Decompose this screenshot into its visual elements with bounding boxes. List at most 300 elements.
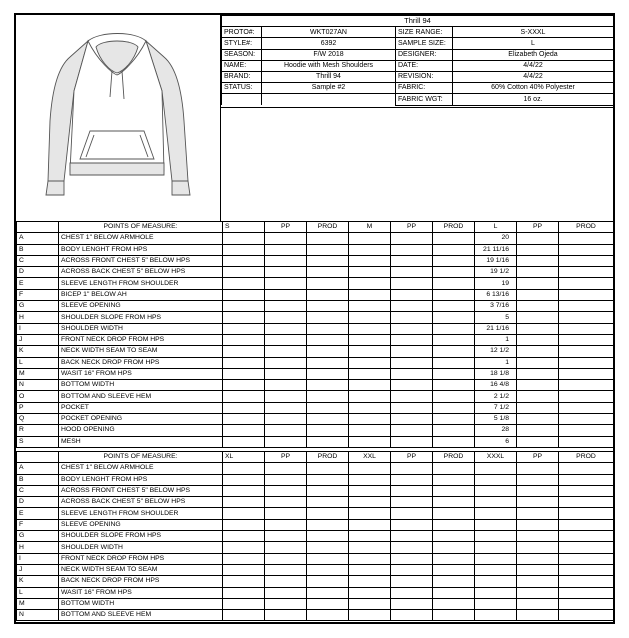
measurement-cell [349,414,391,425]
measurement-cell [349,576,391,587]
measurement-cell [517,414,559,425]
measurement-cell [223,542,265,553]
measurement-cell [391,233,433,244]
measurement-cell [307,474,349,485]
measurement-cell [517,323,559,334]
point-code: D [17,497,59,508]
measurement-cell [517,380,559,391]
measurement-cell [391,598,433,609]
measurement-cell [433,474,475,485]
measurement-cell [223,244,265,255]
measurement-cell [559,312,614,323]
column-header [17,452,59,463]
measurement-value: 20 [475,233,517,244]
measurement-cell [517,542,559,553]
measurement-cell [433,485,475,496]
measurement-cell [559,610,614,621]
measurement-cell [223,301,265,312]
measurement-cell [307,402,349,413]
point-code: B [17,244,59,255]
measurement-cell [265,323,307,334]
point-code: L [17,357,59,368]
point-code: D [17,267,59,278]
measurement-cell [307,301,349,312]
point-description: SLEEVE OPENING [59,301,223,312]
table-row [17,289,614,300]
column-header: PROD [433,222,475,233]
point-description: BOTTOM WIDTH [59,380,223,391]
measurement-cell [433,542,475,553]
column-header: PP [265,222,307,233]
table-header-row [17,222,614,233]
point-code: A [17,463,59,474]
measurement-cell [307,334,349,345]
measurement-cell [265,542,307,553]
measurement-cell [349,368,391,379]
measurement-cell [433,255,475,266]
point-description: SHOULDER SLOPE FROM HPS [59,531,223,542]
point-code: J [17,564,59,575]
measurement-cell [517,312,559,323]
measurement-cell [349,436,391,447]
measurement-cell [517,391,559,402]
point-code: B [17,474,59,485]
table-row [17,531,614,542]
point-description: SHOULDER WIDTH [59,542,223,553]
measurement-cell [223,255,265,266]
measurement-cell [517,357,559,368]
table-row [17,357,614,368]
measurement-cell [307,576,349,587]
table-row [17,485,614,496]
measurement-cell [391,508,433,519]
measurement-cell [559,474,614,485]
measurement-cell [559,368,614,379]
measurement-cell [517,474,559,485]
measurement-cell [265,402,307,413]
measurement-cell [307,463,349,474]
measurement-cell [349,425,391,436]
measurement-cell [223,508,265,519]
measurement-value: 5 1/8 [475,414,517,425]
measurement-cell [391,346,433,357]
measurement-table-small-sizes [16,221,614,448]
measurement-cell [223,474,265,485]
measurement-cell [433,267,475,278]
measurement-cell [559,391,614,402]
point-code: O [17,391,59,402]
measurement-cell [223,368,265,379]
table-row [17,508,614,519]
measurement-cell [223,414,265,425]
point-description: WASIT 16" FROM HPS [59,368,223,379]
measurement-cell [433,278,475,289]
measurement-cell [265,289,307,300]
measurement-cell [433,289,475,300]
point-code: S [17,436,59,447]
measurement-cell [223,346,265,357]
measurement-cell [223,598,265,609]
spec-header-table [221,15,614,106]
measurement-cell [307,564,349,575]
point-description: SHOULDER WIDTH [59,323,223,334]
point-description: ACROSS FRONT CHEST 5" BELOW HPS [59,485,223,496]
measurement-cell [223,289,265,300]
measurement-cell [391,425,433,436]
measurement-cell [559,301,614,312]
measurement-cell [265,380,307,391]
measurement-cell [433,425,475,436]
measurement-cell [433,497,475,508]
measurement-cell [307,267,349,278]
measurement-cell [265,610,307,621]
measurement-cell [349,508,391,519]
header-row: NAME: Hoodie with Mesh Shoulders DATE: 4/4/22 [222,60,614,71]
measurement-cell [307,346,349,357]
measurement-cell [265,267,307,278]
measurement-cell [475,531,517,542]
measurement-cell [517,463,559,474]
measurement-cell [433,531,475,542]
column-header [17,222,59,233]
point-description: SLEEVE OPENING [59,519,223,530]
column-header: M [349,222,391,233]
table-row [17,255,614,266]
measurement-cell [349,267,391,278]
measurement-cell [349,255,391,266]
column-header: XL [223,452,265,463]
measurement-cell [223,564,265,575]
measurement-cell [559,255,614,266]
measurement-cell [391,553,433,564]
measurement-cell [307,519,349,530]
column-header: PP [517,452,559,463]
measurement-cell [223,278,265,289]
measurement-cell [349,519,391,530]
measurement-cell [517,278,559,289]
table-row [17,463,614,474]
point-code: F [17,519,59,530]
measurement-cell [349,474,391,485]
measurement-cell [433,301,475,312]
table-header-row [17,452,614,463]
point-code: I [17,553,59,564]
point-description: FRONT NECK DROP FROM HPS [59,334,223,345]
point-code: R [17,425,59,436]
measurement-value: 6 [475,436,517,447]
measurement-cell [265,598,307,609]
table-row [17,391,614,402]
point-code: G [17,531,59,542]
measurement-cell [391,334,433,345]
table-row [17,346,614,357]
point-code: N [17,610,59,621]
measurement-cell [517,346,559,357]
table-row [17,267,614,278]
measurement-cell [433,368,475,379]
measurement-cell [349,380,391,391]
measurement-value: 28 [475,425,517,436]
point-description: ACROSS FRONT CHEST 5" BELOW HPS [59,255,223,266]
measurement-cell [265,346,307,357]
measurement-cell [265,278,307,289]
measurement-cell [475,474,517,485]
measurement-cell [265,255,307,266]
measurement-value: 16 4/8 [475,380,517,391]
table-row [17,610,614,621]
point-description: BACK NECK DROP FROM HPS [59,576,223,587]
measurement-cell [223,531,265,542]
table-row [17,244,614,255]
measurement-cell [307,598,349,609]
measurement-cell [265,576,307,587]
measurement-cell [307,531,349,542]
measurement-cell [223,576,265,587]
column-header: PROD [307,452,349,463]
measurement-cell [223,519,265,530]
column-header: PROD [307,222,349,233]
measurement-cell [433,610,475,621]
table-row [17,334,614,345]
measurement-cell [265,531,307,542]
point-code: K [17,346,59,357]
measurement-cell [475,497,517,508]
point-description: BOTTOM AND SLEEVE HEM [59,391,223,402]
measurement-cell [307,391,349,402]
measurement-value: 19 [475,278,517,289]
notes-area [221,107,613,221]
table-row [17,425,614,436]
measurement-cell [223,587,265,598]
point-code: I [17,323,59,334]
measurement-cell [265,553,307,564]
measurement-cell [349,357,391,368]
measurement-value: 1 [475,357,517,368]
measurement-cell [559,357,614,368]
table-row [17,414,614,425]
measurement-cell [433,244,475,255]
measurement-cell [307,312,349,323]
point-description: CHEST 1" BELOW ARMHOLE [59,463,223,474]
measurement-cell [391,587,433,598]
header-row: SEASON: F/W 2018 DESIGNER: Elizabeth Ojeda [222,49,614,60]
measurement-cell [433,346,475,357]
column-header: PROD [559,222,614,233]
header-row: STYLE#: 6392 SAMPLE SIZE: L [222,38,614,49]
table-row [17,278,614,289]
measurement-cell [433,323,475,334]
measurement-cell [559,346,614,357]
point-code: E [17,508,59,519]
measurement-cell [559,323,614,334]
table-row [17,497,614,508]
column-header: PP [517,222,559,233]
point-code: P [17,402,59,413]
point-code: H [17,312,59,323]
measurement-cell [391,312,433,323]
point-code: F [17,289,59,300]
point-description: BOTTOM WIDTH [59,598,223,609]
measurement-cell [559,380,614,391]
measurement-cell [307,323,349,334]
table-row [17,542,614,553]
measurement-cell [559,542,614,553]
measurement-cell [391,414,433,425]
measurement-cell [391,519,433,530]
measurement-cell [307,233,349,244]
measurement-cell [559,402,614,413]
measurement-cell [433,598,475,609]
measurement-cell [223,233,265,244]
measurement-cell [349,233,391,244]
hoodie-drawing-icon [30,31,208,211]
measurement-cell [559,425,614,436]
table-row [17,323,614,334]
measurement-cell [559,485,614,496]
measurement-cell [307,497,349,508]
measurement-cell [517,233,559,244]
point-code: M [17,368,59,379]
measurement-cell [265,244,307,255]
point-code: C [17,485,59,496]
measurement-cell [433,436,475,447]
column-header: POINTS OF MEASURE: [59,452,223,463]
measurement-cell [559,553,614,564]
measurement-cell [307,425,349,436]
measurement-cell [433,233,475,244]
table-row [17,312,614,323]
point-code: K [17,576,59,587]
measurement-cell [433,519,475,530]
measurement-cell [265,368,307,379]
measurement-cell [391,244,433,255]
measurement-cell [559,531,614,542]
measurement-cell [475,598,517,609]
point-code: G [17,301,59,312]
measurement-cell [475,485,517,496]
measurement-cell [391,301,433,312]
measurement-cell [265,497,307,508]
point-description: CHEST 1" BELOW ARMHOLE [59,233,223,244]
measurement-cell [433,463,475,474]
measurement-cell [475,564,517,575]
point-description: BICEP 1" BELOW AH [59,289,223,300]
measurement-cell [433,357,475,368]
point-description: WASIT 16" FROM HPS [59,587,223,598]
measurement-cell [391,289,433,300]
measurement-cell [223,402,265,413]
measurement-cell [559,278,614,289]
measurement-cell [265,474,307,485]
measurement-cell [349,485,391,496]
measurement-cell [433,564,475,575]
measurement-cell [433,334,475,345]
column-header: PP [391,452,433,463]
tech-pack-sheet [14,13,615,624]
measurement-cell [265,564,307,575]
table-row [17,587,614,598]
measurement-cell [517,267,559,278]
measurement-cell [559,289,614,300]
measurement-cell [391,357,433,368]
table-row [17,436,614,447]
measurement-cell [517,425,559,436]
measurement-cell [391,323,433,334]
brand-title: Thrill 94 [222,16,614,27]
table-row [17,564,614,575]
measurement-cell [433,576,475,587]
measurement-value: 7 1/2 [475,402,517,413]
measurement-cell [475,553,517,564]
measurement-cell [307,542,349,553]
point-description: BODY LENGHT FROM HPS [59,244,223,255]
measurement-cell [265,391,307,402]
measurement-value: 3 7/16 [475,301,517,312]
measurement-cell [349,402,391,413]
column-header: PP [391,222,433,233]
measurement-table-large-sizes [16,451,614,621]
measurement-cell [559,244,614,255]
table-row [17,301,614,312]
measurement-cell [223,267,265,278]
point-code: M [17,598,59,609]
measurement-cell [475,576,517,587]
measurement-cell [475,519,517,530]
column-header: POINTS OF MEASURE: [59,222,223,233]
measurement-cell [349,278,391,289]
measurement-cell [349,553,391,564]
measurement-value: 21 11/16 [475,244,517,255]
measurement-cell [265,463,307,474]
point-code: C [17,255,59,266]
point-description: SLEEVE LENGTH FROM SHOULDER [59,278,223,289]
measurement-cell [391,402,433,413]
measurement-cell [391,542,433,553]
measurement-cell [349,301,391,312]
measurement-cell [223,497,265,508]
point-code: Q [17,414,59,425]
measurement-cell [307,289,349,300]
measurement-cell [517,485,559,496]
measurement-cell [559,519,614,530]
measurement-cell [223,380,265,391]
measurement-cell [349,244,391,255]
measurement-cell [433,380,475,391]
measurement-cell [517,508,559,519]
measurement-cell [559,436,614,447]
measurement-cell [265,519,307,530]
column-header: L [475,222,517,233]
measurement-cell [433,312,475,323]
measurement-cell [265,301,307,312]
measurement-cell [559,576,614,587]
measurement-cell [517,436,559,447]
measurement-cell [223,425,265,436]
measurement-cell [559,414,614,425]
measurement-cell [475,610,517,621]
measurement-cell [265,485,307,496]
header-row: BRAND: Thrill 94 REVISION: 4/4/22 [222,71,614,82]
measurement-cell [223,553,265,564]
header-row: FABRIC WGT: 16 oz. [222,94,614,105]
measurement-cell [433,391,475,402]
measurement-value: 21 1/16 [475,323,517,334]
measurement-cell [517,497,559,508]
measurement-cell [517,289,559,300]
measurement-value: 2 1/2 [475,391,517,402]
measurement-cell [307,368,349,379]
measurement-cell [517,368,559,379]
